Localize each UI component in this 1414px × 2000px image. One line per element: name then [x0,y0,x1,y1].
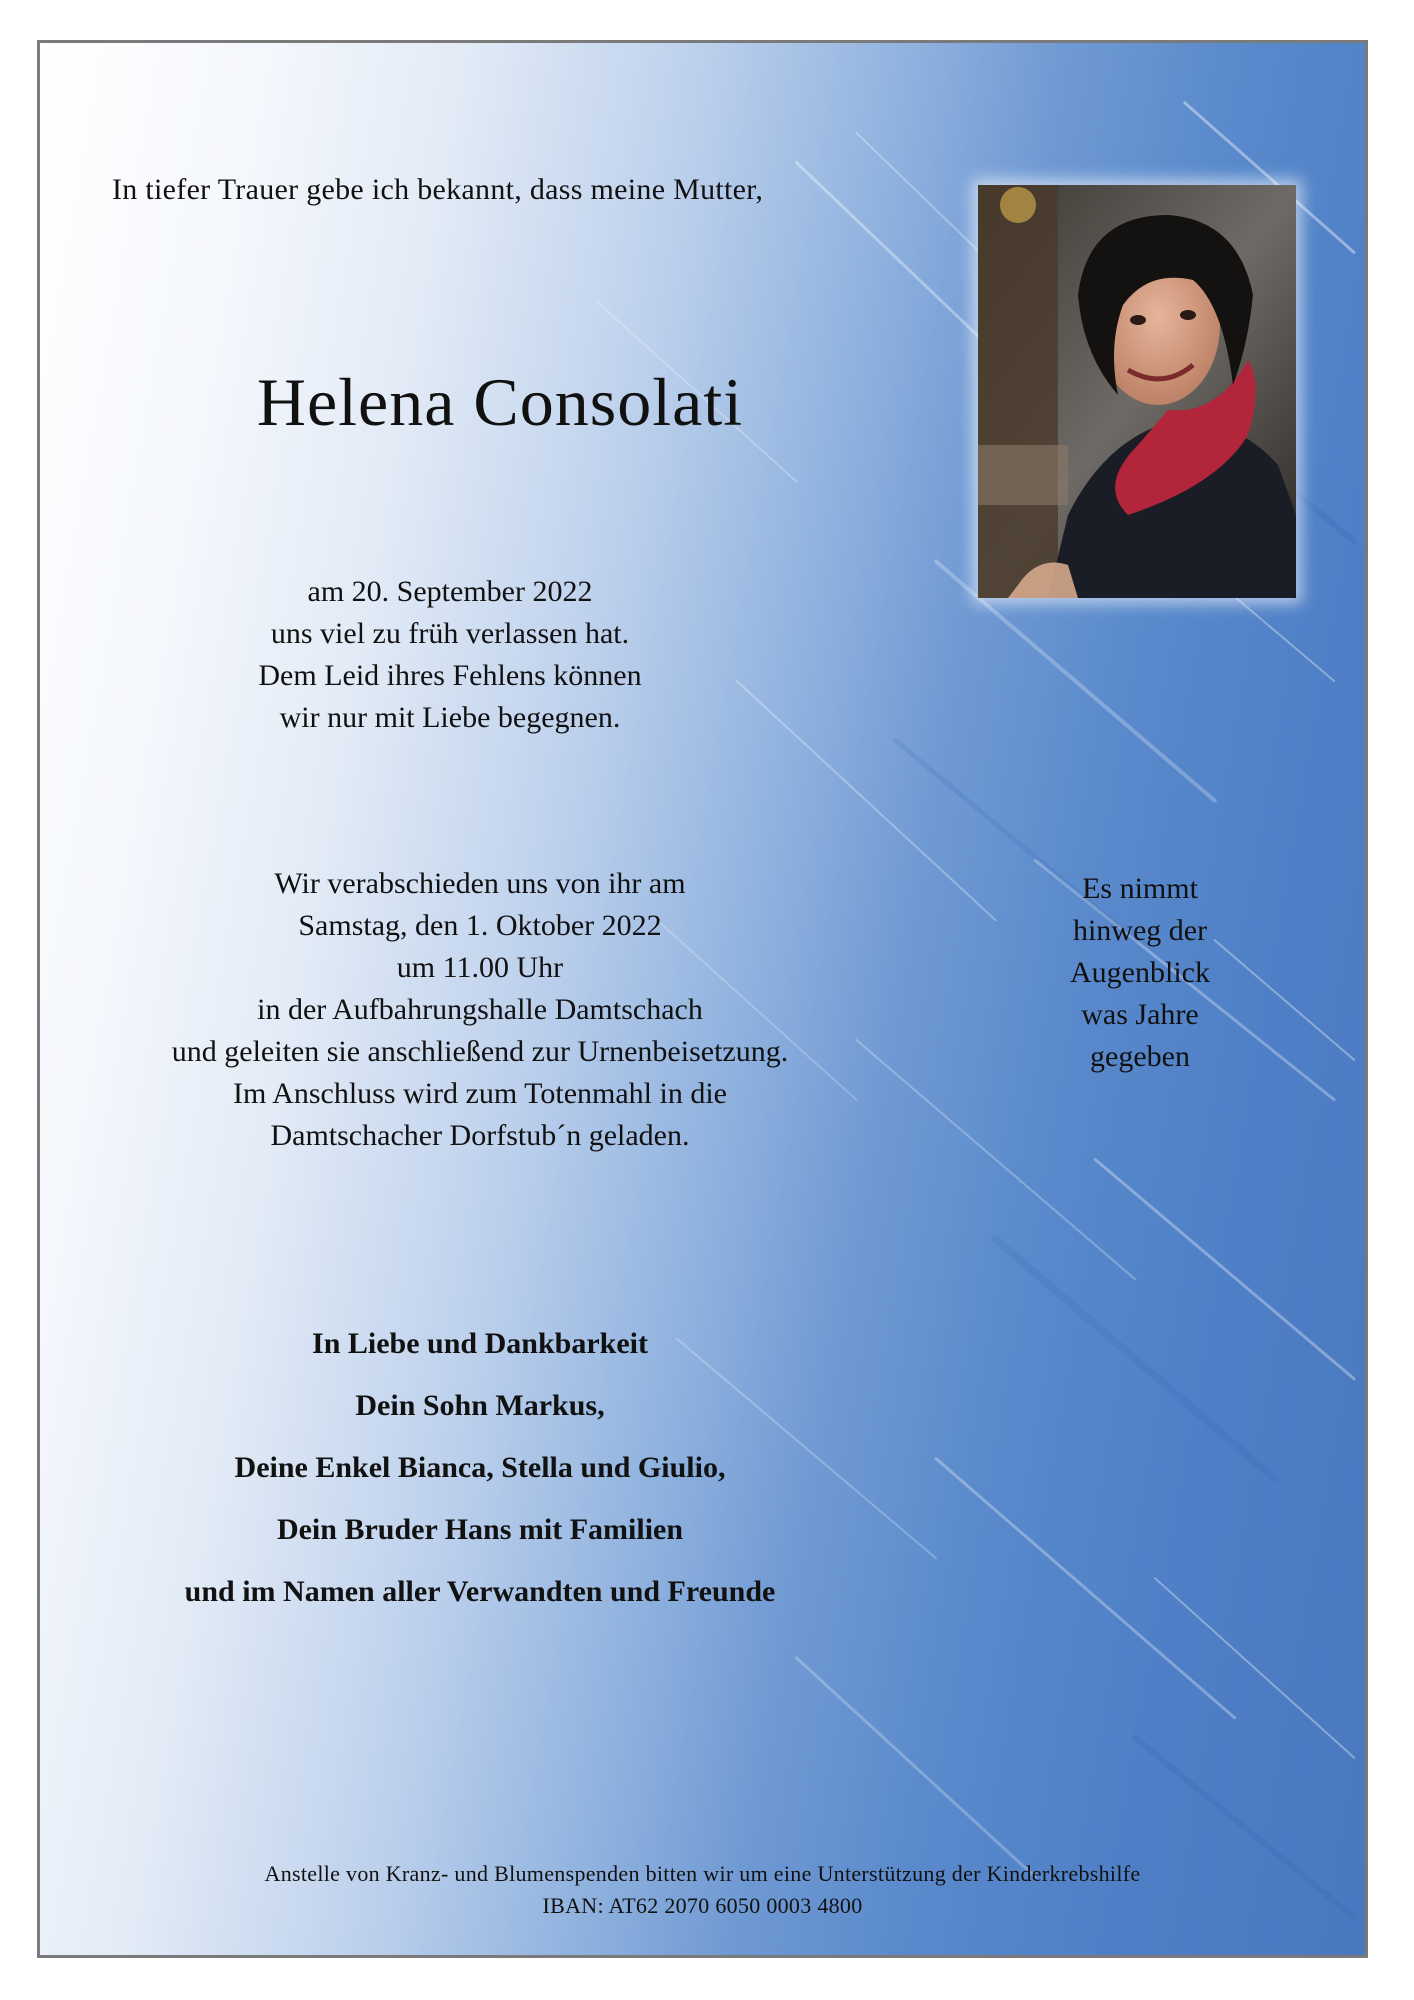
passing-line: wir nur mit Liebe begegnen. [279,701,621,734]
passing-line: am 20. September 2022 [307,575,593,608]
funeral-date: Samstag, den 1. Oktober 2022 [298,909,662,942]
obituary-card [37,40,1368,1958]
quote-line: was Jahre [1081,998,1199,1031]
funeral-location: in der Aufbahrungshalle Damtschach [257,993,703,1026]
passing-line: uns viel zu früh verlassen hat. [270,617,630,650]
funeral-line: und geleiten sie anschließend zur Urnenbeisetzung. [171,1035,789,1068]
iban-text: IBAN: AT62 2070 6050 0003 4800 [542,1893,863,1918]
donation-text: Anstelle von Kranz- und Blumenspenden bitten wir um eine Unterstützung der Kinderkrebshilfe [264,1861,1141,1886]
family-signoff [100,1313,860,1623]
signoff-line: Dein Bruder Hans mit Familien [276,1513,684,1546]
signoff-line: Dein Sohn Markus, [355,1389,605,1422]
funeral-time: um 11.00 Uhr [396,951,564,984]
funeral-line: Wir verabschieden uns von ihr am [274,867,686,900]
quote-line: Augenblick [1070,956,1210,989]
passing-notice [200,571,700,739]
funeral-line: Im Anschluss wird zum Totenmahl in die [233,1077,727,1110]
intro-text: In tiefer Trauer gebe ich bekannt, dass meine Mutter, [112,173,764,206]
quote-line: gegeben [1090,1040,1190,1073]
passing-line: Dem Leid ihres Fehlens können [258,659,642,692]
funeral-line: Damtschacher Dorfstub´n geladen. [270,1119,690,1152]
donation-note [40,1858,1365,1922]
signoff-line: und im Namen aller Verwandten und Freunde [184,1575,776,1608]
quote-line: hinweg der [1072,914,1208,947]
funeral-details [100,863,860,1157]
quote-line: Es nimmt [1082,872,1198,905]
signoff-line: Deine Enkel Bianca, Stella und Giulio, [234,1451,726,1484]
portrait-photo [978,185,1296,598]
signoff-line: In Liebe und Dankbarkeit [312,1327,648,1360]
deceased-name: Helena Consolati [256,364,744,440]
memorial-quote [1025,868,1255,1078]
